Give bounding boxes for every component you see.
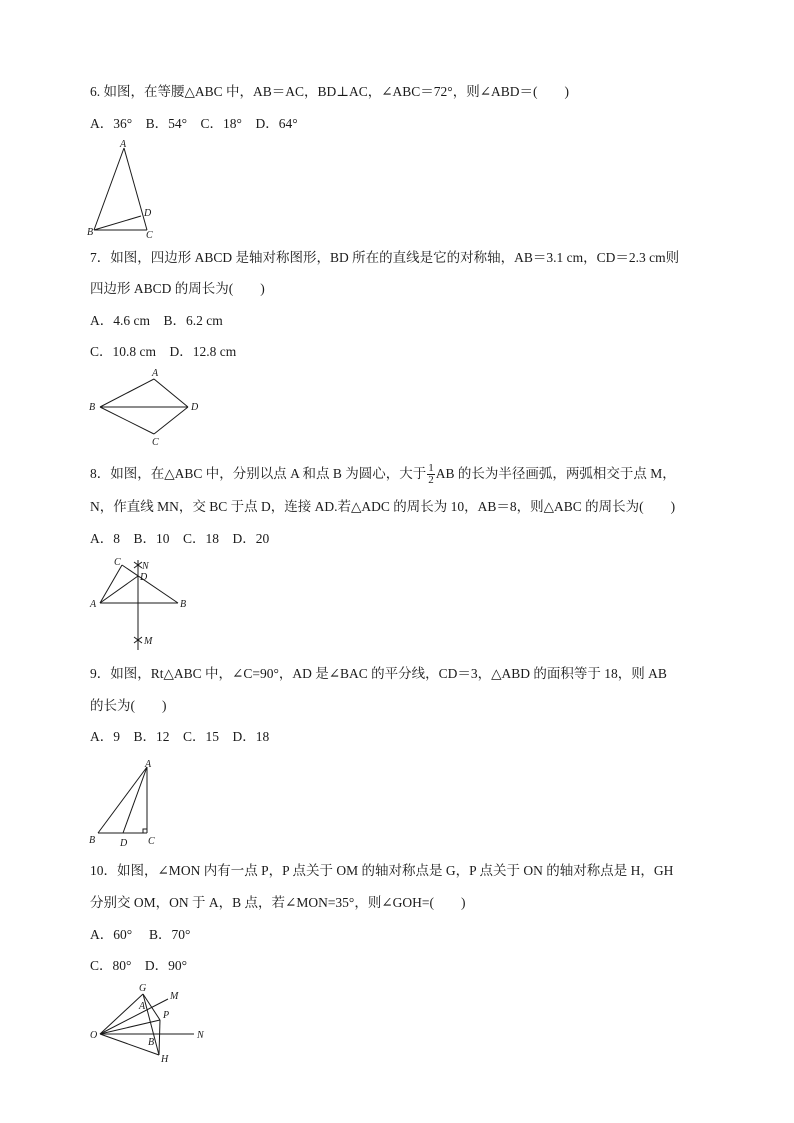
question-8-figure: [86, 555, 206, 655]
segment-gp: [143, 994, 160, 1020]
label-o: O: [90, 1030, 98, 1041]
label-c: C: [152, 437, 159, 448]
segment-cb: [122, 565, 178, 603]
segment-bd: [94, 216, 141, 230]
question-6-text: 6. 如图，在等腰△ABC 中，AB＝AC，BD⊥AC，∠ABC＝72°，则∠ABD＝( ): [90, 84, 569, 99]
label-d: D: [191, 402, 199, 413]
question-9-text-line-2: 的长为( ): [90, 698, 167, 713]
label-b: B: [89, 835, 96, 846]
segment-ad: [123, 767, 147, 833]
segment-ab: [100, 379, 154, 407]
label-c: C: [146, 230, 153, 238]
question-8-text-line-2: N，作直线 MN，交 BC 于点 D，连接 AD.若△ADC 的周长为 10，AB＝8，则△ABC 的周长为( ): [90, 499, 676, 514]
question-7-text-line-1: 7．如图，四边形 ABCD 是轴对称图形，BD 所在的直线是它的对称轴，AB＝3.1 cm，CD＝2.3 cm则: [90, 250, 680, 265]
question-7-options-line-1: A．4.6 cm B．6.2 cm: [90, 313, 223, 328]
question-8-options: A．8 B．10 C．18 D．20: [90, 531, 270, 546]
question-7-text-line-2: 四边形 ABCD 的周长为( ): [90, 281, 265, 296]
label-b: B: [148, 1037, 155, 1048]
question-7-figure: [86, 364, 206, 448]
right-angle-mark: [143, 829, 147, 833]
label-g: G: [139, 983, 147, 994]
question-6-options: A．36° B．54° C．18° D．64°: [90, 116, 298, 131]
question-10-figure: [86, 982, 216, 1066]
segment-ph: [159, 1020, 160, 1055]
question-9-figure: [86, 757, 166, 853]
segment-og: [100, 994, 143, 1034]
question-6-figure: [86, 138, 166, 238]
label-m: M: [144, 636, 153, 647]
question-9-text-line-1: 9．如图，Rt△ABC 中，∠C=90°，AD 是∠BAC 的平分线，CD＝3，△ABD 的面积等于 18，则 AB: [90, 666, 667, 681]
question-9-options: A．9 B．12 C．15 D．18: [90, 729, 270, 744]
segment-op: [100, 1020, 160, 1034]
label-a: A: [139, 1001, 146, 1012]
label-b: B: [87, 227, 94, 238]
fraction-one-half: $\frac{1}{2}$: [428, 462, 434, 487]
question-10-text-line-1: 10．如图，∠MON 内有一点 P，P 点关于 OM 的轴对称点是 G，P 点关于 ON 的轴对称点是 H，GH: [90, 863, 674, 878]
question-10-options-line-2: C．80° D．90°: [90, 958, 188, 973]
segment-ab: [94, 148, 124, 230]
label-m: M: [170, 991, 179, 1002]
label-a: A: [152, 368, 159, 379]
question-8-text-line-1: [90, 461, 676, 487]
question-8-text-before: 8．如图，在△ABC 中，分别以点 A 和点 B 为圆心，大于: [90, 466, 427, 481]
label-d: D: [144, 208, 152, 219]
question-8-text-after: AB 的长为半径画弧，两弧相交于点 M，: [435, 466, 676, 481]
segment-cd: [154, 407, 188, 434]
label-d: D: [140, 572, 148, 583]
label-n: N: [142, 561, 149, 572]
label-p: P: [163, 1010, 170, 1021]
label-c: C: [114, 557, 121, 568]
question-7-options-line-2: C．10.8 cm D．12.8 cm: [90, 344, 237, 359]
label-h: H: [161, 1054, 169, 1065]
label-a: A: [120, 139, 127, 150]
question-10-options-line-1: A．60° B．70°: [90, 927, 191, 942]
label-n: N: [197, 1030, 204, 1041]
segment-ad: [100, 576, 138, 603]
question-10-text-line-2: 分别交 OM，ON 于 A，B 点，若∠MON=35°，则∠GOH=( ): [90, 895, 466, 910]
label-b: B: [180, 599, 187, 610]
segment-bc: [100, 407, 154, 434]
segment-ab: [98, 767, 147, 833]
label-a: A: [145, 759, 152, 770]
label-d: D: [120, 838, 128, 849]
label-a: A: [90, 599, 97, 610]
segment-ad: [154, 379, 188, 407]
label-b: B: [89, 402, 96, 413]
segment-ca: [100, 565, 122, 603]
label-c: C: [148, 836, 155, 847]
